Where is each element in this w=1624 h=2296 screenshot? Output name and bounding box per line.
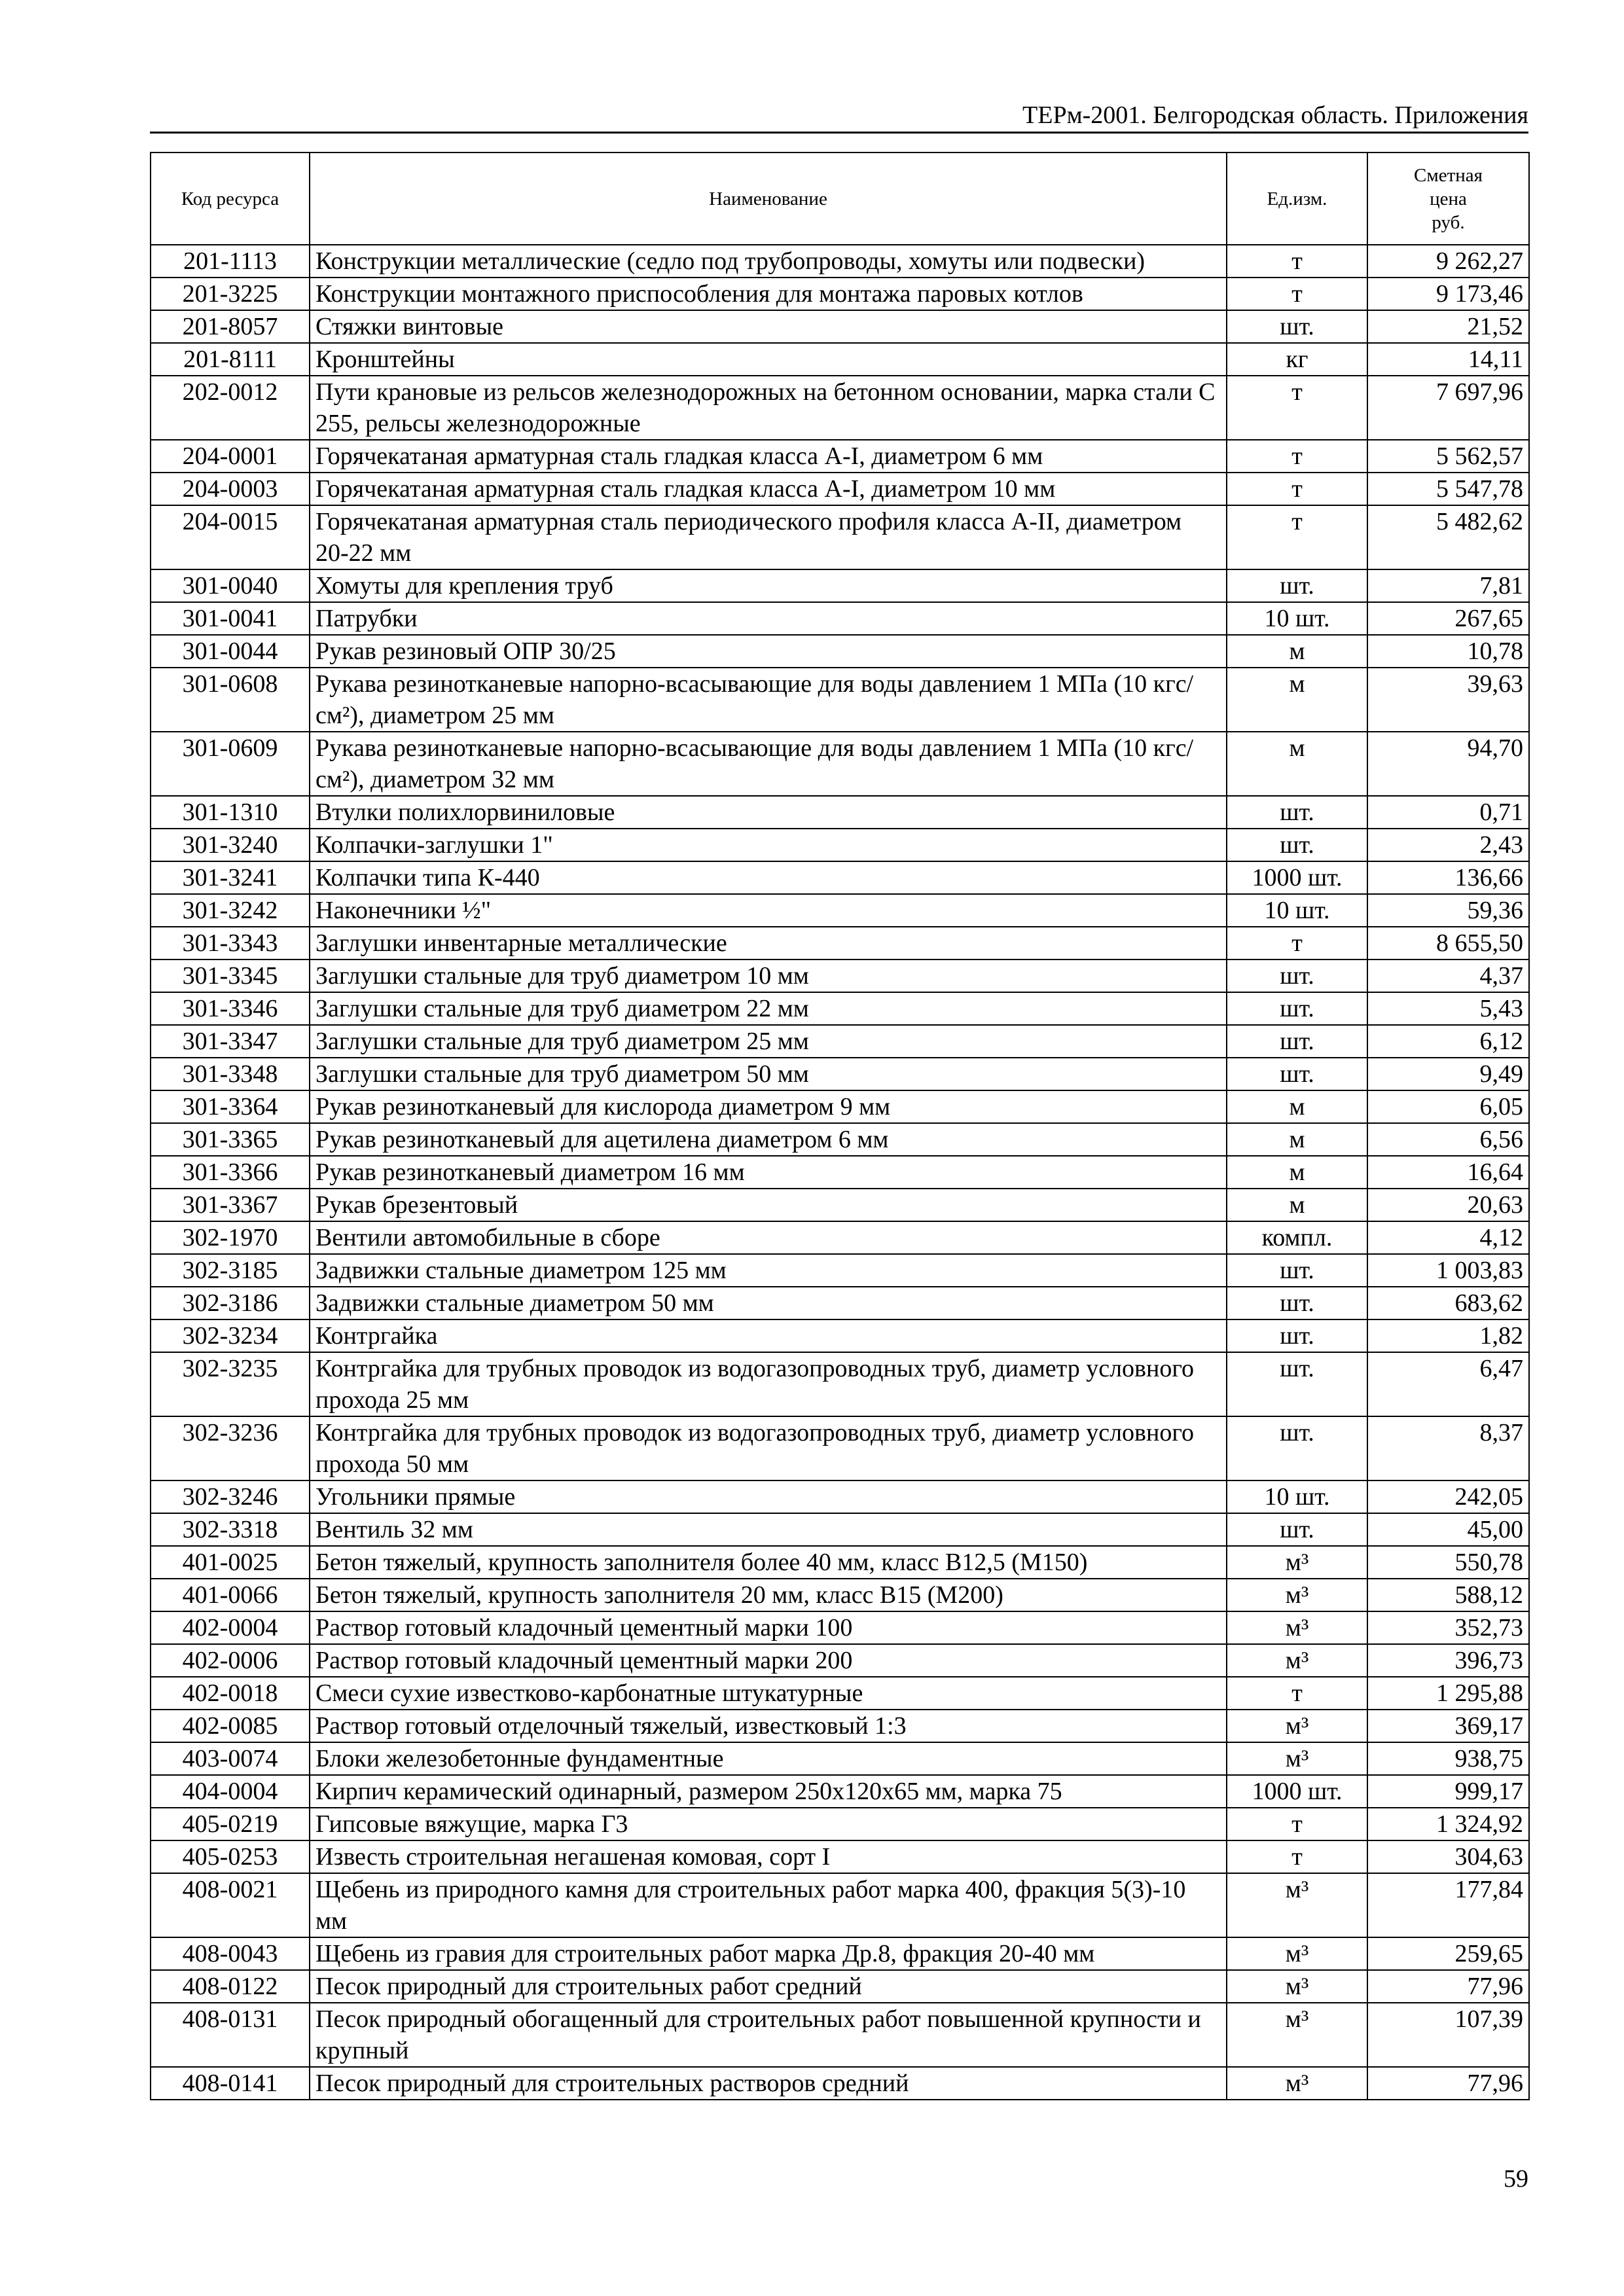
cell-code: 301-3347 — [151, 1025, 310, 1058]
table-row — [151, 1513, 1529, 1546]
cell-unit: шт. — [1227, 1352, 1367, 1416]
table-row — [151, 440, 1529, 473]
cell-name: Заглушки инвентарные металлические — [310, 927, 1227, 960]
cell-unit: т — [1227, 1808, 1367, 1840]
resource-price-table — [150, 152, 1530, 2100]
cell-price: 6,05 — [1367, 1090, 1529, 1123]
table-row — [151, 1189, 1529, 1221]
cell-code: 402-0006 — [151, 1644, 310, 1677]
cell-code: 301-3343 — [151, 927, 310, 960]
cell-price: 45,00 — [1367, 1513, 1529, 1546]
column-header-name: Наименование — [310, 152, 1227, 245]
cell-name: Контргайка для трубных проводок из водогазопроводных труб, диаметр условного прохода 50 мм — [310, 1416, 1227, 1480]
table-row — [151, 861, 1529, 894]
cell-code: 302-3235 — [151, 1352, 310, 1416]
column-header-price — [1367, 152, 1529, 245]
table-row — [151, 1123, 1529, 1156]
cell-price: 6,47 — [1367, 1352, 1529, 1416]
cell-price: 94,70 — [1367, 732, 1529, 796]
table-row — [151, 343, 1529, 376]
cell-price: 7 697,96 — [1367, 376, 1529, 440]
cell-name: Горячекатаная арматурная сталь гладкая класса А-I, диаметром 6 мм — [310, 440, 1227, 473]
table-row — [151, 1156, 1529, 1189]
cell-code: 302-3185 — [151, 1254, 310, 1287]
cell-price: 8 655,50 — [1367, 927, 1529, 960]
cell-unit: шт. — [1227, 960, 1367, 992]
cell-price: 14,11 — [1367, 343, 1529, 376]
cell-price: 59,36 — [1367, 894, 1529, 927]
cell-name: Конструкции монтажного приспособления для монтажа паровых котлов — [310, 278, 1227, 310]
cell-code: 302-3234 — [151, 1319, 310, 1352]
cell-name: Задвижки стальные диаметром 125 мм — [310, 1254, 1227, 1287]
cell-code: 201-3225 — [151, 278, 310, 310]
cell-name: Рукав резинотканевый диаметром 16 мм — [310, 1156, 1227, 1189]
cell-unit: т — [1227, 440, 1367, 473]
cell-unit: м³ — [1227, 1710, 1367, 1742]
cell-name: Горячекатаная арматурная сталь периодического профиля класса А-II, диаметром 20-22 мм — [310, 505, 1227, 569]
cell-unit: шт. — [1227, 310, 1367, 343]
cell-price: 21,52 — [1367, 310, 1529, 343]
cell-unit: м³ — [1227, 1579, 1367, 1611]
table-row — [151, 1710, 1529, 1742]
table-row — [151, 473, 1529, 505]
table-row — [151, 927, 1529, 960]
cell-unit: 1000 шт. — [1227, 861, 1367, 894]
cell-name: Блоки железобетонные фундаментные — [310, 1742, 1227, 1775]
cell-unit: м — [1227, 635, 1367, 668]
table-row — [151, 1025, 1529, 1058]
cell-name: Угольники прямые — [310, 1480, 1227, 1513]
cell-unit: м³ — [1227, 1873, 1367, 1937]
cell-code: 401-0066 — [151, 1579, 310, 1611]
cell-unit: 10 шт. — [1227, 894, 1367, 927]
cell-unit: шт. — [1227, 1319, 1367, 1352]
cell-name: Гипсовые вяжущие, марка Г3 — [310, 1808, 1227, 1840]
cell-price: 2,43 — [1367, 829, 1529, 861]
table-row — [151, 1775, 1529, 1808]
column-header-code: Код ресурса — [151, 152, 310, 245]
cell-price: 1 003,83 — [1367, 1254, 1529, 1287]
table-row — [151, 1677, 1529, 1710]
cell-code: 301-3366 — [151, 1156, 310, 1189]
table-row — [151, 1058, 1529, 1090]
cell-name: Колпачки-заглушки 1" — [310, 829, 1227, 861]
cell-unit: т — [1227, 278, 1367, 310]
cell-name: Патрубки — [310, 602, 1227, 635]
table-row — [151, 310, 1529, 343]
cell-price: 20,63 — [1367, 1189, 1529, 1221]
cell-name: Песок природный обогащенный для строительных работ повышенной крупности и крупный — [310, 2003, 1227, 2067]
cell-name: Контргайка для трубных проводок из водогазопроводных труб, диаметр условного прохода 25 мм — [310, 1352, 1227, 1416]
table-row — [151, 245, 1529, 278]
cell-code: 405-0219 — [151, 1808, 310, 1840]
cell-unit: т — [1227, 376, 1367, 440]
header-divider — [150, 132, 1528, 134]
cell-name: Раствор готовый кладочный цементный марки 100 — [310, 1611, 1227, 1644]
cell-unit: шт. — [1227, 1058, 1367, 1090]
cell-name: Раствор готовый кладочный цементный марки 200 — [310, 1644, 1227, 1677]
cell-price: 4,37 — [1367, 960, 1529, 992]
cell-price: 242,05 — [1367, 1480, 1529, 1513]
cell-name: Конструкции металлические (седло под трубопроводы, хомуты или подвески) — [310, 245, 1227, 278]
cell-unit: шт. — [1227, 829, 1367, 861]
cell-code: 301-3346 — [151, 992, 310, 1025]
cell-code: 201-1113 — [151, 245, 310, 278]
cell-code: 301-0040 — [151, 569, 310, 602]
cell-price: 267,65 — [1367, 602, 1529, 635]
cell-name: Стяжки винтовые — [310, 310, 1227, 343]
cell-code: 408-0122 — [151, 1970, 310, 2003]
cell-unit: шт. — [1227, 1416, 1367, 1480]
cell-price: 5 482,62 — [1367, 505, 1529, 569]
cell-unit: м — [1227, 732, 1367, 796]
column-header-price-line-1: Сметная — [1414, 164, 1483, 186]
table-row — [151, 992, 1529, 1025]
cell-code: 301-3348 — [151, 1058, 310, 1090]
column-header-price-line-3: руб. — [1432, 211, 1465, 233]
cell-price: 77,96 — [1367, 1970, 1529, 2003]
table-row — [151, 376, 1529, 440]
cell-unit: т — [1227, 505, 1367, 569]
cell-code: 403-0074 — [151, 1742, 310, 1775]
cell-unit: т — [1227, 473, 1367, 505]
cell-name: Контргайка — [310, 1319, 1227, 1352]
cell-name: Заглушки стальные для труб диаметром 10 мм — [310, 960, 1227, 992]
cell-unit: шт. — [1227, 1254, 1367, 1287]
cell-code: 408-0131 — [151, 2003, 310, 2067]
table-row — [151, 1579, 1529, 1611]
table-body — [151, 245, 1529, 2100]
table-row — [151, 1319, 1529, 1352]
table-row — [151, 829, 1529, 861]
table-row — [151, 960, 1529, 992]
cell-name: Песок природный для строительных растворов средний — [310, 2067, 1227, 2100]
cell-unit: шт. — [1227, 992, 1367, 1025]
cell-price: 5,43 — [1367, 992, 1529, 1025]
table-row — [151, 1644, 1529, 1677]
cell-price: 369,17 — [1367, 1710, 1529, 1742]
cell-code: 401-0025 — [151, 1546, 310, 1579]
cell-unit: 10 шт. — [1227, 602, 1367, 635]
table-row — [151, 2003, 1529, 2067]
table-row — [151, 1546, 1529, 1579]
table-row — [151, 569, 1529, 602]
cell-code: 201-8057 — [151, 310, 310, 343]
cell-name: Песок природный для строительных работ средний — [310, 1970, 1227, 2003]
table-header-row — [151, 152, 1529, 245]
table-row — [151, 1287, 1529, 1319]
cell-unit: шт. — [1227, 569, 1367, 602]
cell-code: 408-0043 — [151, 1937, 310, 1970]
table-row — [151, 796, 1529, 829]
cell-name: Рукав брезентовый — [310, 1189, 1227, 1221]
cell-name: Бетон тяжелый, крупность заполнителя 20 мм, класс В15 (М200) — [310, 1579, 1227, 1611]
cell-unit: шт. — [1227, 1025, 1367, 1058]
cell-price: 9 262,27 — [1367, 245, 1529, 278]
cell-code: 301-0609 — [151, 732, 310, 796]
page-header-title: ТЕРм-2001. Белгородская область. Приложения — [1022, 101, 1528, 129]
table-row — [151, 505, 1529, 569]
table-row — [151, 635, 1529, 668]
column-header-unit: Ед.изм. — [1227, 152, 1367, 245]
cell-code: 402-0004 — [151, 1611, 310, 1644]
cell-unit: м³ — [1227, 1937, 1367, 1970]
cell-price: 4,12 — [1367, 1221, 1529, 1254]
cell-price: 0,71 — [1367, 796, 1529, 829]
table-row — [151, 1416, 1529, 1480]
cell-price: 9,49 — [1367, 1058, 1529, 1090]
cell-price: 6,12 — [1367, 1025, 1529, 1058]
cell-code: 301-1310 — [151, 796, 310, 829]
cell-price: 999,17 — [1367, 1775, 1529, 1808]
cell-unit: м³ — [1227, 1970, 1367, 2003]
cell-name: Колпачки типа К-440 — [310, 861, 1227, 894]
table-row — [151, 1352, 1529, 1416]
cell-name: Смеси сухие известково-карбонатные штукатурные — [310, 1677, 1227, 1710]
cell-code: 302-1970 — [151, 1221, 310, 1254]
cell-price: 259,65 — [1367, 1937, 1529, 1970]
cell-unit: шт. — [1227, 1287, 1367, 1319]
cell-code: 302-3186 — [151, 1287, 310, 1319]
table-row — [151, 1611, 1529, 1644]
cell-name: Задвижки стальные диаметром 50 мм — [310, 1287, 1227, 1319]
cell-price: 588,12 — [1367, 1579, 1529, 1611]
table-row — [151, 1840, 1529, 1873]
cell-unit: м³ — [1227, 2067, 1367, 2100]
cell-name: Хомуты для крепления труб — [310, 569, 1227, 602]
table-row — [151, 1254, 1529, 1287]
cell-code: 408-0141 — [151, 2067, 310, 2100]
cell-name: Втулки полихлорвиниловые — [310, 796, 1227, 829]
cell-price: 39,63 — [1367, 668, 1529, 732]
cell-price: 1,82 — [1367, 1319, 1529, 1352]
cell-price: 5 547,78 — [1367, 473, 1529, 505]
cell-code: 301-3242 — [151, 894, 310, 927]
cell-code: 301-3365 — [151, 1123, 310, 1156]
cell-price: 9 173,46 — [1367, 278, 1529, 310]
cell-code: 301-3345 — [151, 960, 310, 992]
cell-name: Кирпич керамический одинарный, размером 250х120х65 мм, марка 75 — [310, 1775, 1227, 1808]
cell-name: Кронштейны — [310, 343, 1227, 376]
cell-code: 301-3240 — [151, 829, 310, 861]
cell-price: 136,66 — [1367, 861, 1529, 894]
cell-price: 1 295,88 — [1367, 1677, 1529, 1710]
cell-name: Вентиль 32 мм — [310, 1513, 1227, 1546]
cell-price: 304,63 — [1367, 1840, 1529, 1873]
cell-code: 204-0015 — [151, 505, 310, 569]
cell-unit: т — [1227, 1840, 1367, 1873]
cell-unit: шт. — [1227, 796, 1367, 829]
cell-price: 1 324,92 — [1367, 1808, 1529, 1840]
table-row — [151, 1742, 1529, 1775]
page-number: 59 — [1504, 2165, 1528, 2193]
cell-price: 177,84 — [1367, 1873, 1529, 1937]
cell-price: 938,75 — [1367, 1742, 1529, 1775]
table-row — [151, 1090, 1529, 1123]
table-row — [151, 1873, 1529, 1937]
cell-code: 405-0253 — [151, 1840, 310, 1873]
cell-code: 201-8111 — [151, 343, 310, 376]
cell-name: Рукава резинотканевые напорно-всасывающие для воды давлением 1 МПа (10 кгс/см²), диаметром 25 мм — [310, 668, 1227, 732]
cell-price: 77,96 — [1367, 2067, 1529, 2100]
cell-price: 550,78 — [1367, 1546, 1529, 1579]
cell-code: 204-0003 — [151, 473, 310, 505]
cell-unit: 1000 шт. — [1227, 1775, 1367, 1808]
cell-code: 301-0041 — [151, 602, 310, 635]
column-header-price-line-2: цена — [1430, 188, 1467, 209]
table-row — [151, 1937, 1529, 1970]
cell-code: 301-3367 — [151, 1189, 310, 1221]
cell-unit: м³ — [1227, 1611, 1367, 1644]
cell-name: Вентили автомобильные в сборе — [310, 1221, 1227, 1254]
cell-unit: 10 шт. — [1227, 1480, 1367, 1513]
cell-name: Щебень из гравия для строительных работ марка Др.8, фракция 20-40 мм — [310, 1937, 1227, 1970]
cell-code: 302-3236 — [151, 1416, 310, 1480]
cell-code: 301-0044 — [151, 635, 310, 668]
cell-unit: м³ — [1227, 1742, 1367, 1775]
cell-code: 301-3241 — [151, 861, 310, 894]
cell-unit: кг — [1227, 343, 1367, 376]
cell-unit: м³ — [1227, 2003, 1367, 2067]
table-row — [151, 1221, 1529, 1254]
table-row — [151, 1480, 1529, 1513]
table-row — [151, 668, 1529, 732]
cell-unit: м³ — [1227, 1546, 1367, 1579]
cell-unit: т — [1227, 927, 1367, 960]
cell-price: 352,73 — [1367, 1611, 1529, 1644]
cell-code: 301-3364 — [151, 1090, 310, 1123]
cell-name: Рукав резиновый ОПР 30/25 — [310, 635, 1227, 668]
cell-name: Пути крановые из рельсов железнодорожных на бетонном основании, марка стали С 255, рельсы железнодорожные — [310, 376, 1227, 440]
cell-unit: м — [1227, 1090, 1367, 1123]
cell-price: 683,62 — [1367, 1287, 1529, 1319]
cell-name: Рукав резинотканевый для кислорода диаметром 9 мм — [310, 1090, 1227, 1123]
cell-code: 402-0018 — [151, 1677, 310, 1710]
table-row — [151, 894, 1529, 927]
cell-code: 202-0012 — [151, 376, 310, 440]
cell-name: Наконечники ½" — [310, 894, 1227, 927]
cell-price: 396,73 — [1367, 1644, 1529, 1677]
table-row — [151, 278, 1529, 310]
table-row — [151, 732, 1529, 796]
cell-code: 408-0021 — [151, 1873, 310, 1937]
table-row — [151, 1970, 1529, 2003]
cell-price: 10,78 — [1367, 635, 1529, 668]
cell-unit: т — [1227, 1677, 1367, 1710]
cell-code: 301-0608 — [151, 668, 310, 732]
cell-code: 302-3318 — [151, 1513, 310, 1546]
cell-unit: м — [1227, 1123, 1367, 1156]
cell-code: 204-0001 — [151, 440, 310, 473]
cell-code: 404-0004 — [151, 1775, 310, 1808]
cell-price: 8,37 — [1367, 1416, 1529, 1480]
cell-code: 402-0085 — [151, 1710, 310, 1742]
cell-name: Заглушки стальные для труб диаметром 25 мм — [310, 1025, 1227, 1058]
cell-name: Рукав резинотканевый для ацетилена диаметром 6 мм — [310, 1123, 1227, 1156]
table-header — [151, 152, 1529, 245]
cell-unit: т — [1227, 245, 1367, 278]
cell-unit: м — [1227, 668, 1367, 732]
cell-name: Заглушки стальные для труб диаметром 22 мм — [310, 992, 1227, 1025]
cell-unit: м³ — [1227, 1644, 1367, 1677]
cell-price: 5 562,57 — [1367, 440, 1529, 473]
cell-name: Раствор готовый отделочный тяжелый, известковый 1:3 — [310, 1710, 1227, 1742]
cell-name: Заглушки стальные для труб диаметром 50 мм — [310, 1058, 1227, 1090]
cell-price: 107,39 — [1367, 2003, 1529, 2067]
cell-price: 6,56 — [1367, 1123, 1529, 1156]
cell-unit: м — [1227, 1189, 1367, 1221]
table-row — [151, 1808, 1529, 1840]
cell-name: Рукава резинотканевые напорно-всасывающие для воды давлением 1 МПа (10 кгс/см²), диаметром 32 мм — [310, 732, 1227, 796]
table-row — [151, 2067, 1529, 2100]
cell-unit: шт. — [1227, 1513, 1367, 1546]
cell-code: 302-3246 — [151, 1480, 310, 1513]
cell-name: Известь строительная негашеная комовая, сорт I — [310, 1840, 1227, 1873]
cell-name: Бетон тяжелый, крупность заполнителя более 40 мм, класс В12,5 (М150) — [310, 1546, 1227, 1579]
table-row — [151, 602, 1529, 635]
cell-price: 16,64 — [1367, 1156, 1529, 1189]
cell-price: 7,81 — [1367, 569, 1529, 602]
cell-unit: компл. — [1227, 1221, 1367, 1254]
cell-name: Щебень из природного камня для строительных работ марка 400, фракция 5(3)-10 мм — [310, 1873, 1227, 1937]
cell-unit: м — [1227, 1156, 1367, 1189]
cell-name: Горячекатаная арматурная сталь гладкая класса А-I, диаметром 10 мм — [310, 473, 1227, 505]
